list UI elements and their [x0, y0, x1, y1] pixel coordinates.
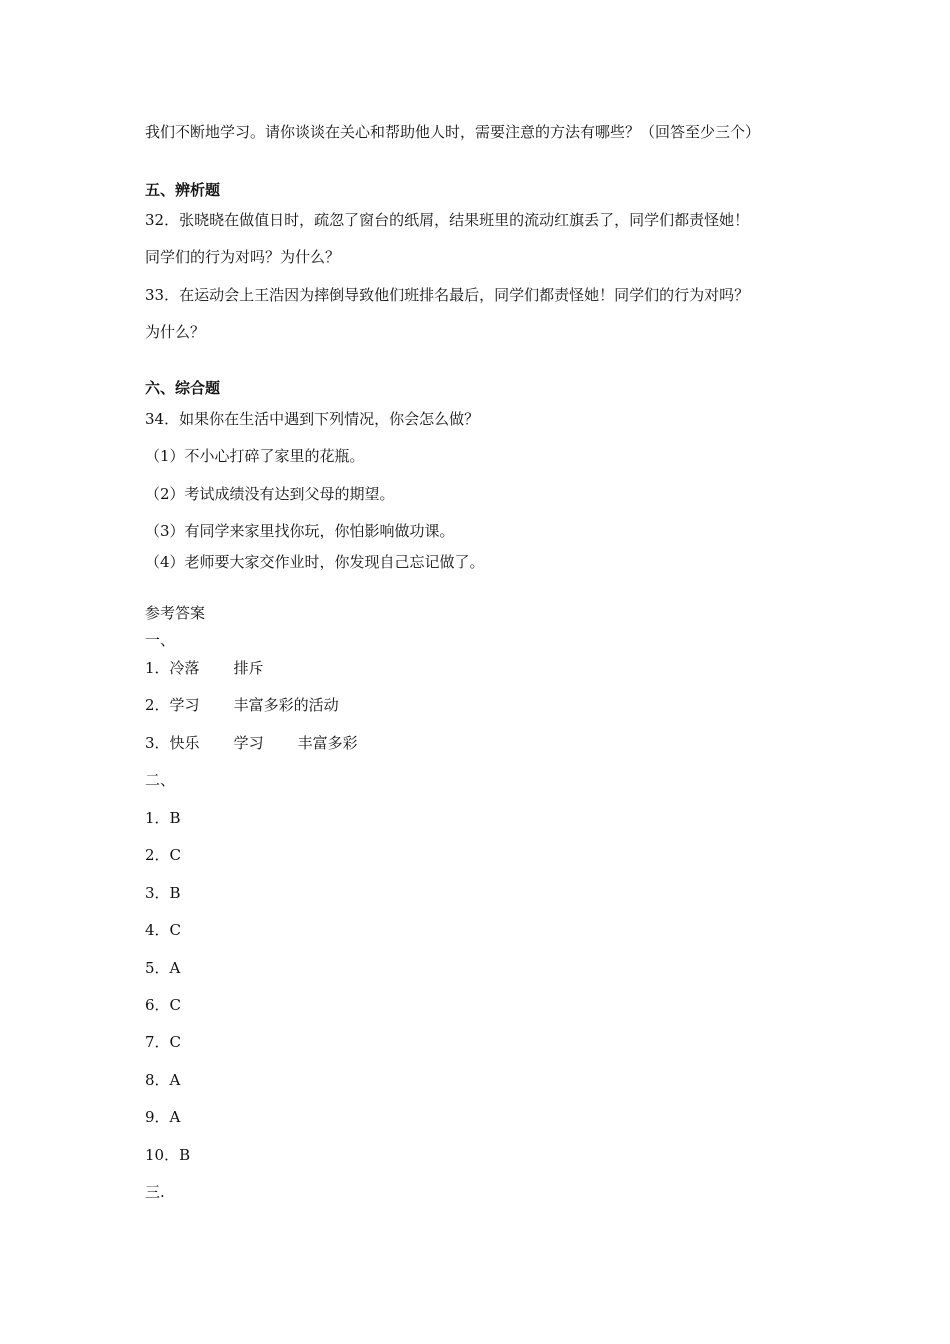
answer-choice: 6．C — [145, 996, 182, 1014]
answer-row — [145, 695, 339, 715]
answers-part1-label: 一、 — [145, 631, 176, 649]
answer-choice: 10．B — [145, 1146, 191, 1164]
answers-part3-label: 三. — [145, 1183, 165, 1201]
answer-word: 丰富多彩的活动 — [233, 696, 339, 714]
answer-row — [145, 658, 264, 678]
section5-title: 五、辨析题 — [145, 181, 221, 199]
answers-title: 参考答案 — [145, 604, 206, 622]
answer-word: 快乐 — [169, 734, 200, 752]
question-34-item-2: （2）考试成绩没有达到父母的期望。 — [145, 485, 395, 503]
answer-word: 学习 — [169, 696, 200, 714]
answer-choice: 8．A — [145, 1071, 181, 1089]
answer-number: 3． — [145, 734, 170, 752]
answer-row — [145, 733, 358, 753]
question-33-line2: 为什么？ — [145, 323, 206, 341]
answer-word: 冷落 — [169, 659, 200, 677]
answer-word: 丰富多彩 — [297, 734, 358, 752]
intro-tail-text: 我们不断地学习。请你谈谈在关心和帮助他人时，需要注意的方法有哪些？（回答至少三个） — [145, 123, 761, 141]
question-34-item-1: （1）不小心打碎了家里的花瓶。 — [145, 447, 365, 465]
answer-number: 1． — [145, 659, 170, 677]
answer-choice: 5．A — [145, 959, 181, 977]
answer-choice: 2．C — [145, 846, 182, 864]
answer-number: 2． — [145, 696, 170, 714]
answer-word: 排斥 — [233, 659, 264, 677]
answer-choice: 7．C — [145, 1033, 182, 1051]
question-34-item-4: （4）老师要大家交作业时，你发现自己忘记做了。 — [145, 553, 485, 571]
section6-title: 六、综合题 — [145, 379, 221, 397]
answer-choice: 4．C — [145, 921, 182, 939]
answer-choice: 3．B — [145, 884, 181, 902]
question-32-line1: 32．张晓晓在做值日时，疏忽了窗台的纸屑，结果班里的流动红旗丢了，同学们都责怪她！ — [145, 211, 750, 229]
answer-choice: 1．B — [145, 809, 181, 827]
answers-part2-label: 二、 — [145, 771, 176, 789]
question-34-item-3: （3）有同学来家里找你玩，你怕影响做功课。 — [145, 522, 455, 540]
answer-choice: 9．A — [145, 1108, 181, 1126]
question-33-line1: 33．在运动会上王浩因为摔倒导致他们班排名最后，同学们都责怪她！同学们的行为对吗？ — [145, 286, 750, 304]
question-32-line2: 同学们的行为对吗？为什么？ — [145, 248, 341, 266]
answer-word: 学习 — [233, 734, 264, 752]
question-34: 34．如果你在生活中遇到下列情况，你会怎么做？ — [145, 410, 480, 428]
